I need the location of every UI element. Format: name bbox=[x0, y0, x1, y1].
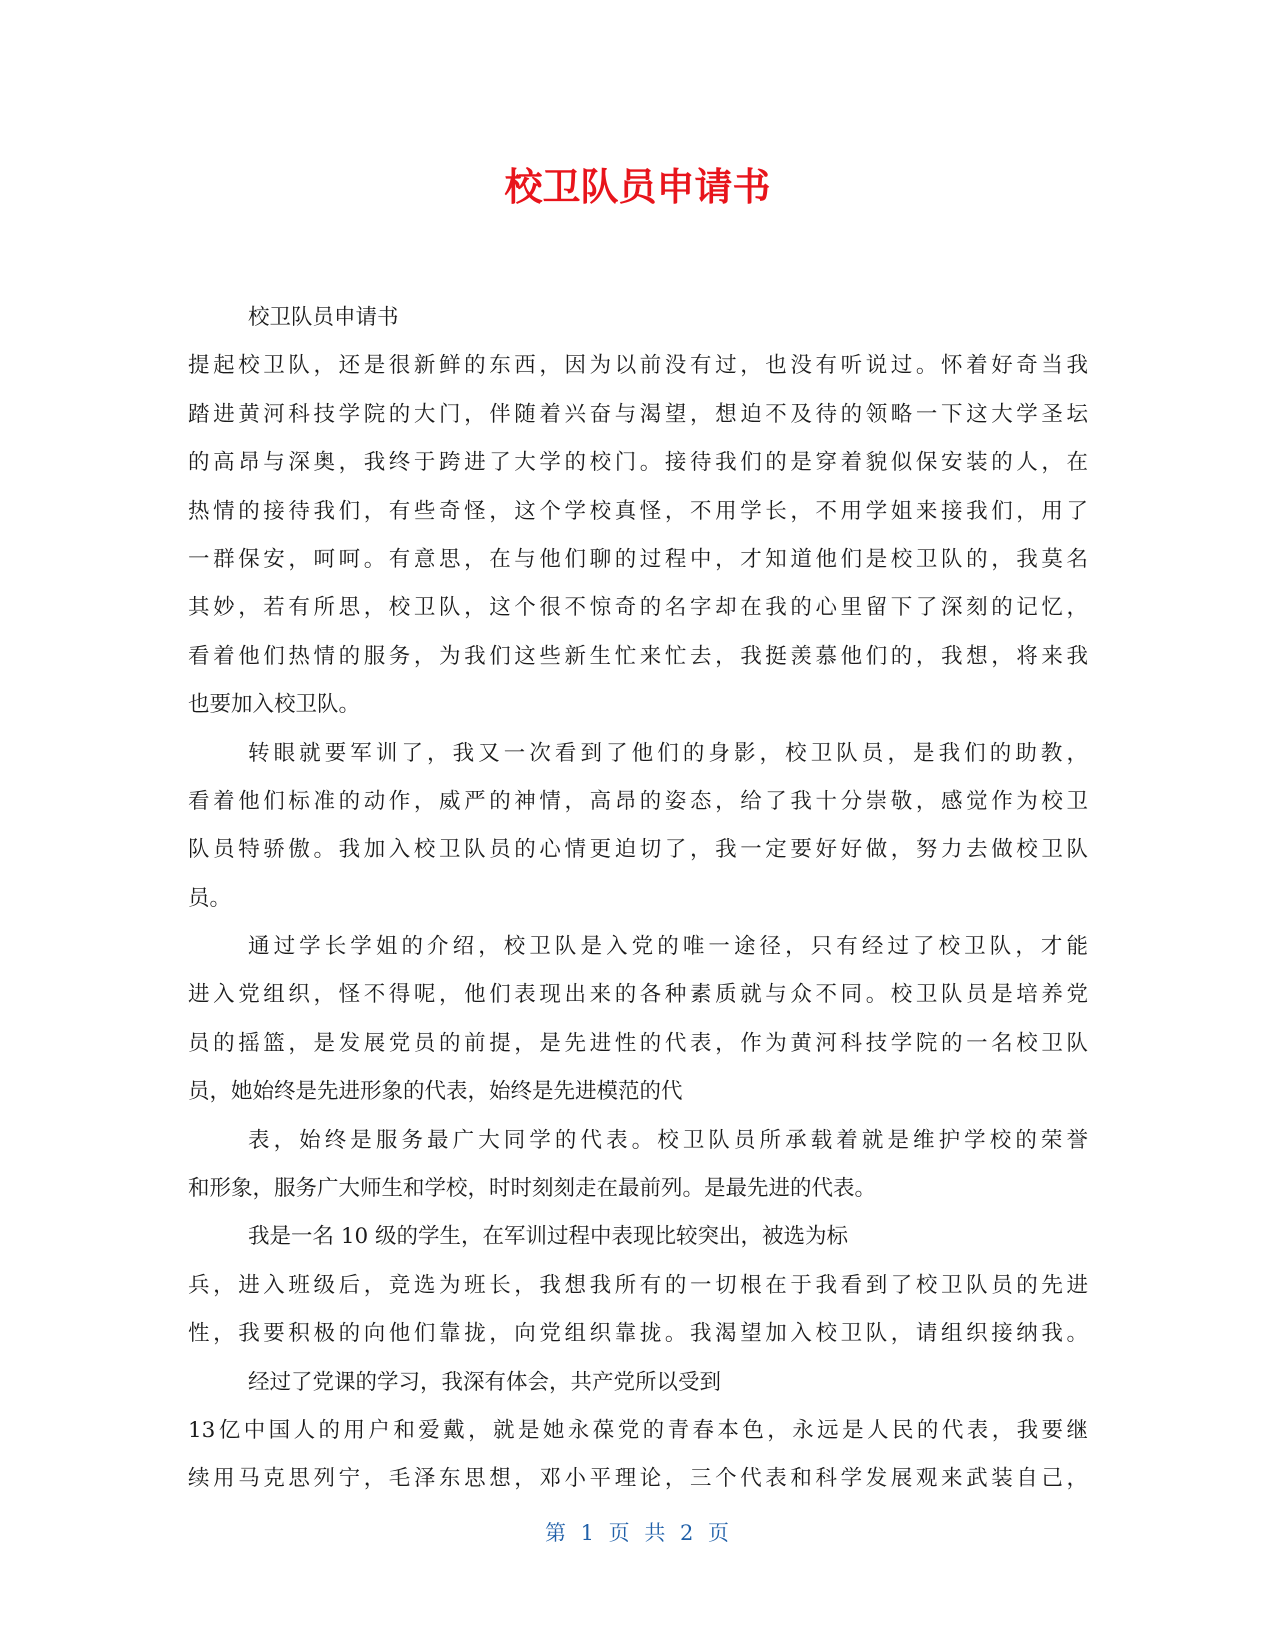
text-line: 校卫队员申请书 bbox=[248, 305, 399, 330]
text-line: 也要加入校卫队。 bbox=[188, 692, 361, 718]
text-line: 通过学长学姐的介绍，校卫队是入党的唯一途径，只有经过了校卫队，才能 bbox=[248, 934, 1088, 960]
text-line: 员的摇篮，是发展党员的前提，是先进性的代表，作为黄河科技学院的一名校卫队 bbox=[188, 1030, 1088, 1056]
text-line: 踏进黄河科技学院的大门，伴随着兴奋与渴望，想迫不及待的领略一下这大学圣坛 bbox=[188, 401, 1088, 427]
text-line: 队员特骄傲。我加入校卫队员的心情更迫切了，我一定要好好做，努力去做校卫队 bbox=[188, 837, 1088, 863]
text-line: 性，我要积极的向他们靠拢，向党组织靠拢。我渴望加入校卫队，请组织接纳我。 bbox=[188, 1321, 1088, 1347]
text-line: 进入党组织，怪不得呢，他们表现出来的各种素质就与众不同。校卫队员是培养党 bbox=[188, 982, 1088, 1008]
text-line: 看着他们标准的动作，威严的神情，高昂的姿态，给了我十分崇敬，感觉作为校卫 bbox=[188, 788, 1088, 814]
text-line: 热情的接待我们，有些奇怪，这个学校真怪，不用学长，不用学姐来接我们，用了 bbox=[188, 498, 1088, 524]
text-line: 和形象，服务广大师生和学校，时时刻刻走在最前列。是最先进的代表。 bbox=[188, 1176, 877, 1202]
text-line: 兵，进入班级后，竞选为班长，我想我所有的一切根在于我看到了校卫队员的先进 bbox=[188, 1272, 1088, 1298]
text-line: 看着他们热情的服务，为我们这些新生忙来忙去，我挺羡慕他们的，我想，将来我 bbox=[188, 643, 1088, 669]
text-line: 的高昂与深奥，我终于跨进了大学的校门。接待我们的是穿着貌似保安装的人，在 bbox=[188, 450, 1088, 476]
text-line: 续用马克思列宁，毛泽东思想，邓小平理论，三个代表和科学发展观来武装自己， bbox=[188, 1466, 1088, 1492]
text-line: 其妙，若有所思，校卫队，这个很不惊奇的名字却在我的心里留下了深刻的记忆， bbox=[188, 595, 1088, 621]
text-line: 表，始终是服务最广大同学的代表。校卫队员所承载着就是维护学校的荣誉 bbox=[248, 1127, 1088, 1153]
text-line: 一群保安，呵呵。有意思，在与他们聊的过程中，才知道他们是校卫队的，我莫名 bbox=[188, 546, 1088, 572]
text-line: 13亿中国人的用户和爱戴，就是她永葆党的青春本色，永远是人民的代表，我要继 bbox=[188, 1417, 1088, 1443]
text-line: 员。 bbox=[188, 885, 232, 911]
text-line: 提起校卫队，还是很新鲜的东西，因为以前没有过，也没有听说过。怀着好奇当我 bbox=[188, 353, 1088, 379]
document-body bbox=[188, 294, 1088, 1504]
text-line: 我是一名 10 级的学生，在军训过程中表现比较突出，被选为标 bbox=[248, 1224, 849, 1250]
text-line: 经过了党课的学习，我深有体会，共产党所以受到 bbox=[248, 1369, 722, 1395]
text-line: 转眼就要军训了，我又一次看到了他们的身影，校卫队员，是我们的助教， bbox=[248, 740, 1088, 766]
text-line: 员，她始终是先进形象的代表，始终是先进模范的代 bbox=[188, 1079, 683, 1105]
document-title: 校卫队员申请书 bbox=[504, 165, 771, 209]
page-footer: 第 1 页 共 2 页 bbox=[544, 1521, 731, 1545]
